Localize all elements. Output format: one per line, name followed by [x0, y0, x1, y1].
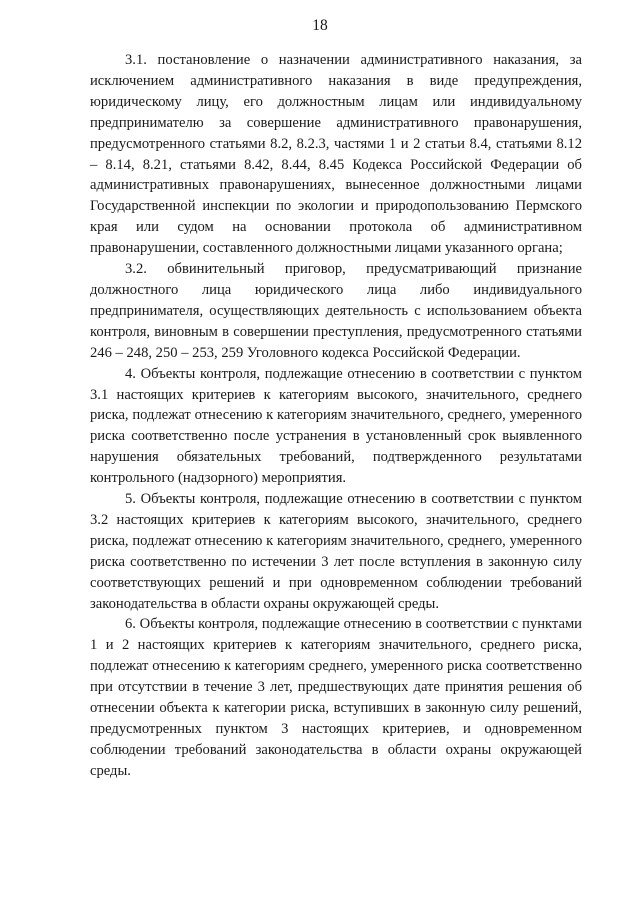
paragraph-3-1: 3.1. постановление о назначении административного наказания, за исключением административного наказания в виде предупреждения, юридическому лицу, его должностным лицам или индивидуальному предпринимателю за совершение административного правонарушения, предусмотренного статьями 8.2, 8.2.3, частями 1 и 2 статьи 8.4, статьями 8.12 – 8.14, 8.21, статьями 8.42, 8.44, 8.45 Кодекса Российской Федерации об административных правонарушениях, вынесенное должностными лицами Государственной инспекции по экологии и природопользованию Пермского края или судом на основании протокола об административном правонарушении, составленного должностными лицами указанного органа; — [90, 52, 582, 257]
document-body — [90, 50, 582, 782]
paragraph-6: 6. Объекты контроля, подлежащие отнесению в соответствии с пунктами 1 и 2 настоящих критериев к категориям значительного, среднего риска, подлежат отнесению к категориям среднего, умеренного риска соответственно при отсутствии в течение 3 лет, предшествующих дате принятия решения об отнесении объекта к категории риска, вступивших в законную силу решений, предусмотренных пунктом 3 настоящих критериев, и одновременном соблюдении требований законодательства в области охраны окружающей среды. — [90, 616, 582, 779]
page-number: 18 — [312, 17, 328, 34]
paragraph-3-2: 3.2. обвинительный приговор, предусматривающий признание должностного лица юридического лица либо индивидуального предпринимателя, осуществляющих деятельность с использованием объекта контроля, виновным в совершении преступления, предусмотренного статьями 246 – 248, 250 – 253, 259 Уголовного кодекса Российской Федерации. — [90, 261, 582, 361]
paragraph-4: 4. Объекты контроля, подлежащие отнесению в соответствии с пунктом 3.1 настоящих критериев к категориям высокого, значительного, среднего риска, подлежат отнесению к категориям значительного, среднего, умеренного риска соответственно после устранения в установленный срок выявленного нарушения обязательных требований, подтвержденного результатами контрольного (надзорного) мероприятия. — [90, 365, 582, 487]
paragraph-5: 5. Объекты контроля, подлежащие отнесению в соответствии с пунктом 3.2 настоящих критериев к категориям высокого, значительного, среднего риска, подлежат отнесению к категориям значительного, среднего, умеренного риска соответственно по истечении 3 лет после вступления в законную силу соответствующих решений и при одновременном соблюдении требований законодательства в области охраны окружающей среды. — [90, 491, 582, 612]
